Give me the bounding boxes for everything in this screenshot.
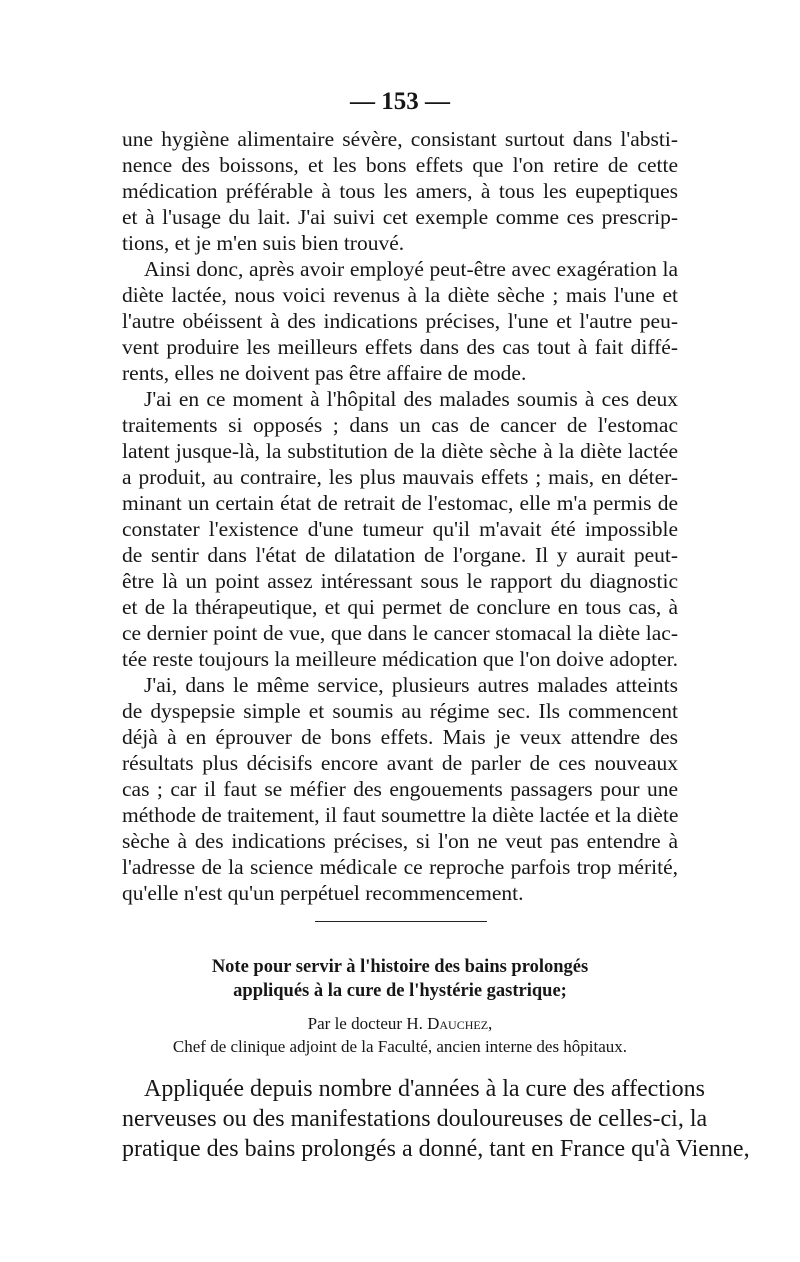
text-line: vent produire les meilleurs effets dans des cas tout à fait diffé- — [122, 335, 678, 359]
note-title-line: appliqués à la cure de l'hystérie gastrique; — [233, 981, 567, 1001]
text-line: ce dernier point de vue, que dans le cancer stomacal la diète lac- — [122, 621, 678, 645]
text-line: une hygiène alimentaire sévère, consistant surtout dans l'absti- — [122, 127, 678, 151]
text-line: qu'elle n'est qu'un perpétuel recommencement. — [122, 881, 524, 905]
text-line: médication préférable à tous les amers, à tous les eupeptiques — [122, 179, 678, 203]
text-line: latent jusque-là, la substitution de la diète sèche à la diète lactée — [122, 439, 678, 463]
text-line: minant un certain état de retrait de l'estomac, elle m'a permis de — [122, 491, 678, 515]
text-line: rents, elles ne doivent pas être affaire de mode. — [122, 361, 527, 385]
note-title-line: Note pour servir à l'histoire des bains prolongés — [211, 957, 589, 977]
text-line: a produit, au contraire, les plus mauvais effets ; mais, en déter- — [122, 465, 678, 489]
text-line: l'adresse de la science médicale ce reproche parfois trop mérité, — [122, 855, 678, 879]
text-line: et de la thérapeutique, et qui permet de conclure en tous cas, à — [122, 595, 678, 619]
text-line: nerveuses ou des manifestations douloureuses de celles-ci, la — [122, 1106, 708, 1132]
byline-prefix: Par le docteur H. — [307, 1014, 428, 1033]
page-number: — 153 — — [350, 88, 450, 115]
text-line: l'autre obéissent à des indications précises, l'une et l'autre peu- — [122, 309, 678, 333]
text-line: traitements si opposés ; dans un cas de cancer de l'estomac — [122, 413, 678, 437]
text-line: diète lactée, nous voici revenus à la diète sèche ; mais l'une et — [122, 283, 678, 307]
section-divider — [315, 921, 487, 922]
text-line: et à l'usage du lait. J'ai suivi cet exemple comme ces prescrip- — [122, 205, 678, 229]
text-line: être là un point assez intéressant sous le rapport du diagnostic — [122, 569, 678, 593]
text-line: sèche à des indications précises, si l'on ne veut pas entendre à — [122, 829, 678, 853]
text-line: J'ai, dans le même service, plusieurs autres malades atteints — [144, 673, 678, 697]
text-line: déjà à en éprouver de bons effets. Mais je veux attendre des — [122, 725, 678, 749]
text-line: de sentir dans l'état de dilatation de l'organe. Il y aurait peut- — [122, 543, 678, 567]
author-name: Dauchez, — [427, 1014, 493, 1033]
note-byline — [120, 1012, 680, 1036]
text-line: constater l'existence d'une tumeur qu'il m'avait été impossible — [122, 517, 678, 541]
text-line: cas ; car il faut se méfier des engouements passagers pour une — [122, 777, 678, 801]
text-line: Appliquée depuis nombre d'années à la cure des affections — [144, 1076, 706, 1102]
text-line: tions, et je m'en suis bien trouvé. — [122, 231, 405, 255]
text-line: méthode de traitement, il faut soumettre la diète lactée et la diète — [122, 803, 679, 827]
text-line: J'ai en ce moment à l'hôpital des malades soumis à ces deux — [144, 387, 678, 411]
text-line: nence des boissons, et les bons effets que l'on retire de cette — [122, 153, 678, 177]
text-line: tée reste toujours la meilleure médication que l'on doive adopter. — [122, 647, 678, 671]
text-line: pratique des bains prolongés a donné, tant en France qu'à Vienne, — [122, 1136, 750, 1162]
text-line: Ainsi donc, après avoir employé peut-être avec exagération la — [144, 257, 678, 281]
text-line: de dyspepsie simple et soumis au régime sec. Ils commencent — [122, 699, 678, 723]
text-line: résultats plus décisifs encore avant de parler de ces nouveaux — [122, 751, 678, 775]
note-affiliation: Chef de clinique adjoint de la Faculté, ancien interne des hôpitaux. — [172, 1037, 628, 1056]
